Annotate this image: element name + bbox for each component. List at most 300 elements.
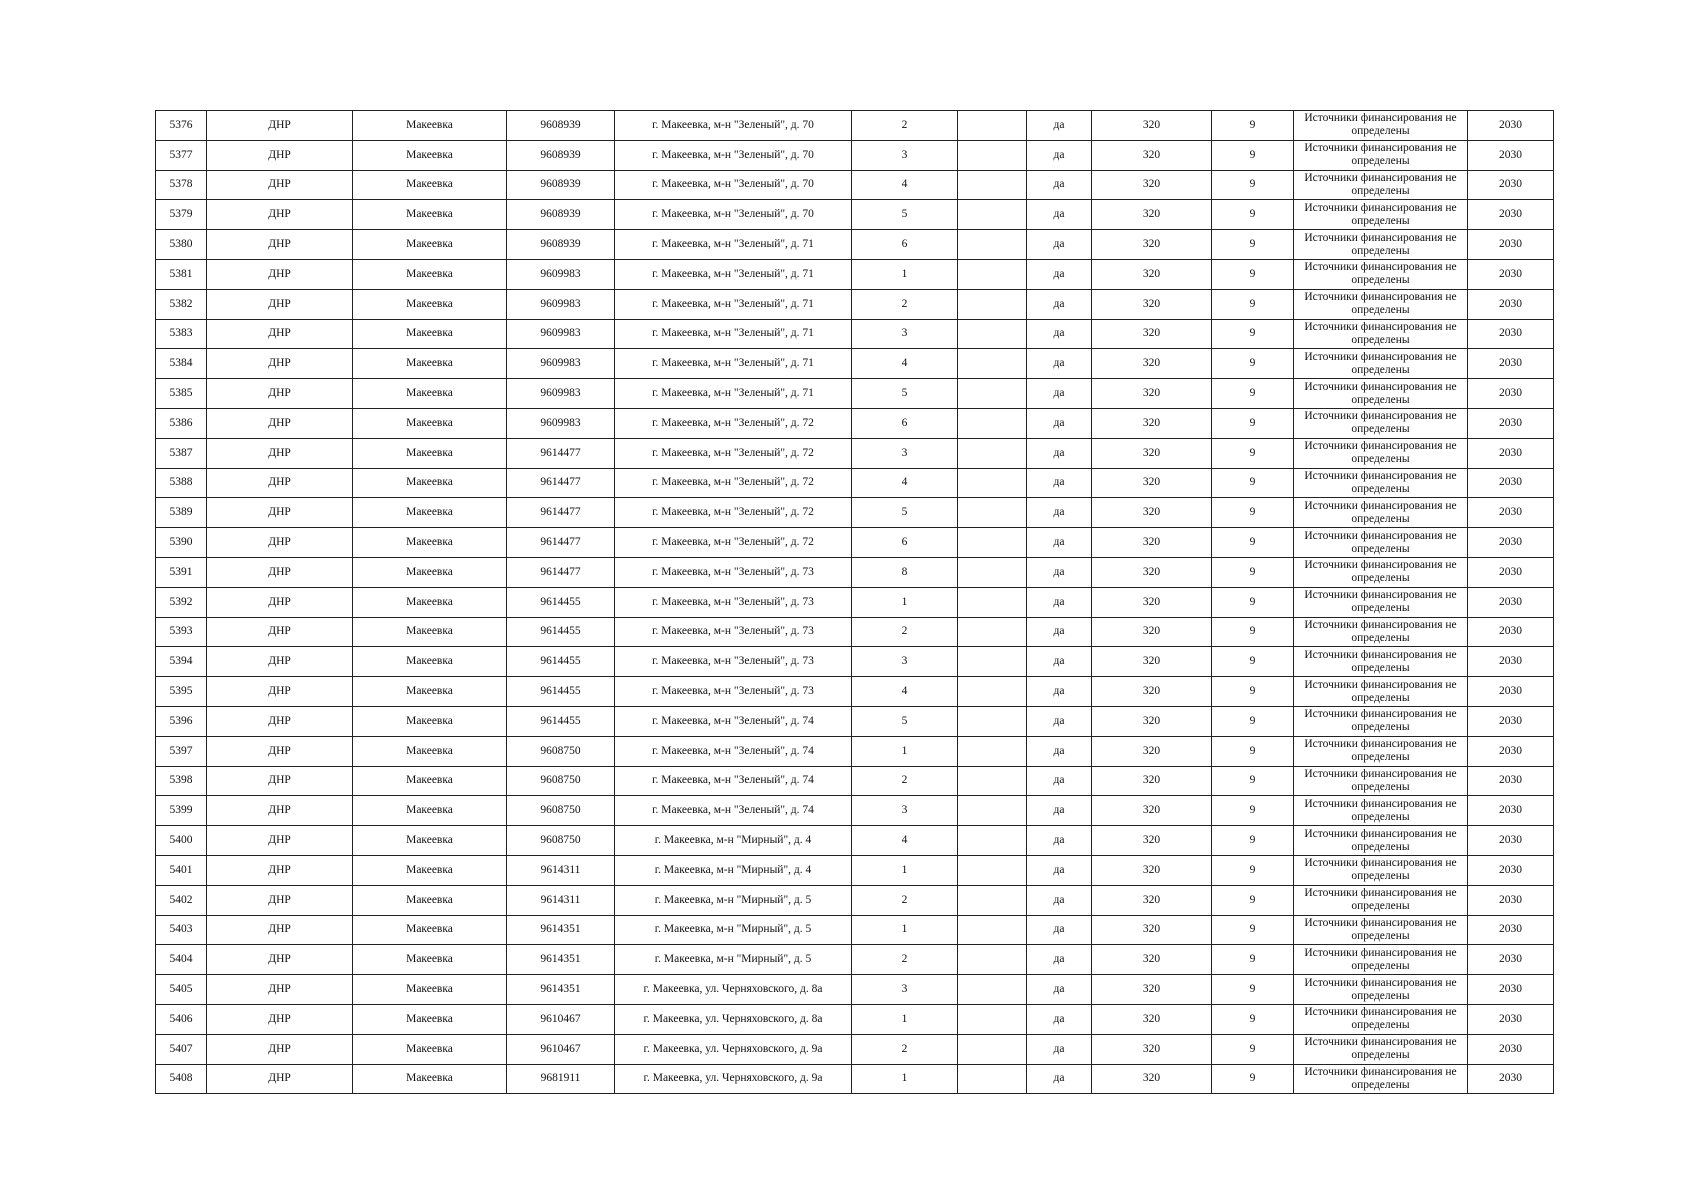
cell-row-number: 5380 [156, 230, 207, 260]
cell-object-code: 9608750 [507, 826, 615, 856]
cell-flag: да [1027, 736, 1092, 766]
cell-object-code: 9614455 [507, 706, 615, 736]
cell-object-code: 9608750 [507, 736, 615, 766]
cell-value-b [958, 975, 1027, 1005]
table-row [156, 111, 1554, 141]
cell-funding-source: Источники финансирования не определены [1294, 617, 1468, 647]
cell-region: ДНР [207, 289, 353, 319]
cell-value-c: 320 [1092, 1064, 1212, 1094]
cell-region: ДНР [207, 349, 353, 379]
cell-row-number: 5405 [156, 975, 207, 1005]
cell-value-a: 2 [852, 945, 958, 975]
cell-object-code: 9614455 [507, 647, 615, 677]
cell-flag: да [1027, 230, 1092, 260]
cell-value-d: 9 [1212, 349, 1294, 379]
cell-year: 2030 [1468, 170, 1554, 200]
table-row [156, 438, 1554, 468]
cell-value-d: 9 [1212, 915, 1294, 945]
cell-address: г. Макеевка, м-н "Зеленый", д. 72 [615, 528, 852, 558]
table-row [156, 498, 1554, 528]
table-row [156, 855, 1554, 885]
cell-value-b [958, 1064, 1027, 1094]
cell-value-c: 320 [1092, 766, 1212, 796]
table-row [156, 230, 1554, 260]
cell-region: ДНР [207, 915, 353, 945]
cell-object-code: 9614311 [507, 885, 615, 915]
cell-address: г. Макеевка, м-н "Зеленый", д. 71 [615, 379, 852, 409]
cell-city: Макеевка [353, 111, 507, 141]
cell-value-c: 320 [1092, 587, 1212, 617]
cell-city: Макеевка [353, 140, 507, 170]
cell-year: 2030 [1468, 945, 1554, 975]
cell-value-b [958, 289, 1027, 319]
cell-year: 2030 [1468, 468, 1554, 498]
cell-year: 2030 [1468, 230, 1554, 260]
cell-value-d: 9 [1212, 617, 1294, 647]
table-row [156, 408, 1554, 438]
cell-value-a: 1 [852, 587, 958, 617]
cell-address: г. Макеевка, м-н "Зеленый", д. 72 [615, 438, 852, 468]
cell-year: 2030 [1468, 647, 1554, 677]
cell-funding-source: Источники финансирования не определены [1294, 289, 1468, 319]
cell-year: 2030 [1468, 1034, 1554, 1064]
cell-funding-source: Источники финансирования не определены [1294, 1064, 1468, 1094]
cell-value-a: 1 [852, 259, 958, 289]
cell-city: Макеевка [353, 468, 507, 498]
cell-row-number: 5394 [156, 647, 207, 677]
table-row [156, 826, 1554, 856]
cell-flag: да [1027, 349, 1092, 379]
cell-flag: да [1027, 111, 1092, 141]
table-row [156, 736, 1554, 766]
cell-funding-source: Источники финансирования не определены [1294, 1034, 1468, 1064]
cell-funding-source: Источники финансирования не определены [1294, 408, 1468, 438]
cell-city: Макеевка [353, 408, 507, 438]
cell-flag: да [1027, 1004, 1092, 1034]
cell-address: г. Макеевка, м-н "Зеленый", д. 74 [615, 796, 852, 826]
cell-value-b [958, 111, 1027, 141]
cell-value-a: 1 [852, 736, 958, 766]
cell-value-d: 9 [1212, 319, 1294, 349]
cell-region: ДНР [207, 706, 353, 736]
cell-funding-source: Источники финансирования не определены [1294, 349, 1468, 379]
cell-value-b [958, 885, 1027, 915]
cell-object-code: 9609983 [507, 319, 615, 349]
cell-funding-source: Источники финансирования не определены [1294, 170, 1468, 200]
cell-row-number: 5382 [156, 289, 207, 319]
cell-value-c: 320 [1092, 736, 1212, 766]
cell-value-c: 320 [1092, 915, 1212, 945]
cell-object-code: 9608750 [507, 766, 615, 796]
cell-funding-source: Источники финансирования не определены [1294, 796, 1468, 826]
cell-value-b [958, 379, 1027, 409]
cell-value-a: 4 [852, 468, 958, 498]
table-row [156, 706, 1554, 736]
cell-region: ДНР [207, 379, 353, 409]
cell-value-d: 9 [1212, 885, 1294, 915]
cell-address: г. Макеевка, м-н "Зеленый", д. 71 [615, 319, 852, 349]
table-row [156, 1064, 1554, 1094]
cell-year: 2030 [1468, 349, 1554, 379]
cell-city: Макеевка [353, 319, 507, 349]
cell-value-d: 9 [1212, 677, 1294, 707]
cell-value-b [958, 408, 1027, 438]
cell-address: г. Макеевка, м-н "Зеленый", д. 70 [615, 140, 852, 170]
cell-object-code: 9614351 [507, 945, 615, 975]
cell-address: г. Макеевка, м-н "Зеленый", д. 71 [615, 259, 852, 289]
cell-flag: да [1027, 945, 1092, 975]
cell-address: г. Макеевка, м-н "Зеленый", д. 72 [615, 498, 852, 528]
cell-year: 2030 [1468, 766, 1554, 796]
cell-value-c: 320 [1092, 826, 1212, 856]
cell-value-d: 9 [1212, 528, 1294, 558]
cell-row-number: 5393 [156, 617, 207, 647]
cell-flag: да [1027, 557, 1092, 587]
cell-flag: да [1027, 498, 1092, 528]
cell-flag: да [1027, 766, 1092, 796]
cell-flag: да [1027, 379, 1092, 409]
cell-value-d: 9 [1212, 647, 1294, 677]
cell-row-number: 5378 [156, 170, 207, 200]
cell-region: ДНР [207, 557, 353, 587]
table-row [156, 557, 1554, 587]
cell-value-b [958, 706, 1027, 736]
cell-address: г. Макеевка, м-н "Зеленый", д. 74 [615, 706, 852, 736]
cell-row-number: 5408 [156, 1064, 207, 1094]
cell-value-d: 9 [1212, 1034, 1294, 1064]
cell-flag: да [1027, 1064, 1092, 1094]
cell-city: Макеевка [353, 230, 507, 260]
cell-value-d: 9 [1212, 111, 1294, 141]
cell-year: 2030 [1468, 826, 1554, 856]
table-row [156, 468, 1554, 498]
cell-value-a: 4 [852, 170, 958, 200]
cell-address: г. Макеевка, м-н "Зеленый", д. 72 [615, 408, 852, 438]
cell-city: Макеевка [353, 706, 507, 736]
cell-funding-source: Источники финансирования не определены [1294, 915, 1468, 945]
cell-year: 2030 [1468, 557, 1554, 587]
cell-year: 2030 [1468, 319, 1554, 349]
cell-value-c: 320 [1092, 1004, 1212, 1034]
cell-value-a: 6 [852, 230, 958, 260]
cell-flag: да [1027, 468, 1092, 498]
table-row [156, 200, 1554, 230]
cell-funding-source: Источники финансирования не определены [1294, 498, 1468, 528]
cell-object-code: 9614477 [507, 468, 615, 498]
cell-region: ДНР [207, 617, 353, 647]
cell-row-number: 5387 [156, 438, 207, 468]
cell-object-code: 9608939 [507, 140, 615, 170]
cell-value-d: 9 [1212, 259, 1294, 289]
cell-flag: да [1027, 528, 1092, 558]
cell-address: г. Макеевка, м-н "Зеленый", д. 70 [615, 170, 852, 200]
cell-year: 2030 [1468, 915, 1554, 945]
cell-value-a: 1 [852, 1004, 958, 1034]
cell-object-code: 9614351 [507, 975, 615, 1005]
cell-row-number: 5402 [156, 885, 207, 915]
cell-value-c: 320 [1092, 230, 1212, 260]
cell-flag: да [1027, 170, 1092, 200]
cell-flag: да [1027, 677, 1092, 707]
cell-object-code: 9609983 [507, 259, 615, 289]
cell-value-b [958, 528, 1027, 558]
cell-value-c: 320 [1092, 379, 1212, 409]
table-row [156, 528, 1554, 558]
cell-object-code: 9614455 [507, 677, 615, 707]
cell-value-c: 320 [1092, 885, 1212, 915]
cell-value-b [958, 1004, 1027, 1034]
cell-year: 2030 [1468, 498, 1554, 528]
cell-object-code: 9609983 [507, 379, 615, 409]
cell-city: Макеевка [353, 1034, 507, 1064]
cell-value-a: 4 [852, 826, 958, 856]
cell-city: Макеевка [353, 796, 507, 826]
cell-region: ДНР [207, 438, 353, 468]
cell-value-c: 320 [1092, 528, 1212, 558]
cell-city: Макеевка [353, 289, 507, 319]
cell-city: Макеевка [353, 766, 507, 796]
cell-row-number: 5395 [156, 677, 207, 707]
cell-region: ДНР [207, 587, 353, 617]
cell-row-number: 5398 [156, 766, 207, 796]
cell-value-a: 3 [852, 319, 958, 349]
cell-row-number: 5391 [156, 557, 207, 587]
cell-object-code: 9608939 [507, 111, 615, 141]
cell-address: г. Макеевка, м-н "Мирный", д. 4 [615, 826, 852, 856]
cell-city: Макеевка [353, 557, 507, 587]
cell-value-c: 320 [1092, 111, 1212, 141]
cell-city: Макеевка [353, 200, 507, 230]
cell-value-b [958, 796, 1027, 826]
cell-row-number: 5401 [156, 855, 207, 885]
cell-address: г. Макеевка, м-н "Зеленый", д. 71 [615, 289, 852, 319]
cell-row-number: 5397 [156, 736, 207, 766]
cell-row-number: 5379 [156, 200, 207, 230]
cell-flag: да [1027, 885, 1092, 915]
cell-value-b [958, 468, 1027, 498]
cell-value-c: 320 [1092, 647, 1212, 677]
cell-funding-source: Источники финансирования не определены [1294, 1004, 1468, 1034]
cell-address: г. Макеевка, м-н "Зеленый", д. 73 [615, 617, 852, 647]
cell-value-d: 9 [1212, 140, 1294, 170]
cell-value-c: 320 [1092, 557, 1212, 587]
cell-year: 2030 [1468, 289, 1554, 319]
cell-city: Макеевка [353, 915, 507, 945]
cell-row-number: 5376 [156, 111, 207, 141]
cell-address: г. Макеевка, ул. Черняховского, д. 9а [615, 1034, 852, 1064]
table-row [156, 289, 1554, 319]
cell-value-a: 3 [852, 438, 958, 468]
cell-value-b [958, 170, 1027, 200]
cell-value-a: 4 [852, 677, 958, 707]
cell-flag: да [1027, 408, 1092, 438]
table-row [156, 379, 1554, 409]
cell-region: ДНР [207, 885, 353, 915]
table-row [156, 349, 1554, 379]
cell-year: 2030 [1468, 885, 1554, 915]
cell-object-code: 9614477 [507, 438, 615, 468]
cell-value-d: 9 [1212, 975, 1294, 1005]
cell-value-d: 9 [1212, 468, 1294, 498]
cell-value-b [958, 617, 1027, 647]
cell-funding-source: Источники финансирования не определены [1294, 826, 1468, 856]
cell-value-d: 9 [1212, 706, 1294, 736]
cell-value-b [958, 587, 1027, 617]
cell-row-number: 5407 [156, 1034, 207, 1064]
cell-value-a: 5 [852, 498, 958, 528]
cell-funding-source: Источники финансирования не определены [1294, 855, 1468, 885]
cell-value-d: 9 [1212, 170, 1294, 200]
cell-year: 2030 [1468, 259, 1554, 289]
cell-region: ДНР [207, 1004, 353, 1034]
cell-value-d: 9 [1212, 736, 1294, 766]
cell-object-code: 9614351 [507, 915, 615, 945]
table-row [156, 796, 1554, 826]
cell-flag: да [1027, 706, 1092, 736]
cell-city: Макеевка [353, 826, 507, 856]
cell-year: 2030 [1468, 528, 1554, 558]
cell-value-c: 320 [1092, 945, 1212, 975]
cell-region: ДНР [207, 528, 353, 558]
cell-year: 2030 [1468, 1064, 1554, 1094]
cell-value-a: 1 [852, 915, 958, 945]
cell-city: Макеевка [353, 498, 507, 528]
cell-object-code: 9609983 [507, 408, 615, 438]
cell-value-c: 320 [1092, 1034, 1212, 1064]
cell-flag: да [1027, 438, 1092, 468]
cell-value-c: 320 [1092, 319, 1212, 349]
cell-value-a: 6 [852, 528, 958, 558]
cell-value-b [958, 349, 1027, 379]
cell-value-d: 9 [1212, 289, 1294, 319]
cell-value-c: 320 [1092, 617, 1212, 647]
cell-row-number: 5392 [156, 587, 207, 617]
cell-object-code: 9608750 [507, 796, 615, 826]
cell-value-b [958, 319, 1027, 349]
cell-object-code: 9614477 [507, 498, 615, 528]
cell-value-a: 2 [852, 289, 958, 319]
cell-value-b [958, 766, 1027, 796]
cell-funding-source: Источники финансирования не определены [1294, 945, 1468, 975]
table-row [156, 259, 1554, 289]
table-row [156, 140, 1554, 170]
cell-value-a: 8 [852, 557, 958, 587]
table-row [156, 170, 1554, 200]
cell-flag: да [1027, 200, 1092, 230]
cell-object-code: 9614477 [507, 528, 615, 558]
cell-funding-source: Источники финансирования не определены [1294, 557, 1468, 587]
cell-value-b [958, 677, 1027, 707]
cell-address: г. Макеевка, м-н "Мирный", д. 5 [615, 915, 852, 945]
table-row [156, 587, 1554, 617]
cell-city: Макеевка [353, 528, 507, 558]
cell-value-b [958, 855, 1027, 885]
cell-value-d: 9 [1212, 766, 1294, 796]
cell-region: ДНР [207, 408, 353, 438]
cell-funding-source: Источники финансирования не определены [1294, 379, 1468, 409]
cell-address: г. Макеевка, м-н "Зеленый", д. 70 [615, 200, 852, 230]
cell-address: г. Макеевка, ул. Черняховского, д. 8а [615, 975, 852, 1005]
data-table [155, 110, 1554, 1094]
cell-funding-source: Источники финансирования не определены [1294, 200, 1468, 230]
cell-city: Макеевка [353, 1004, 507, 1034]
cell-object-code: 9614477 [507, 557, 615, 587]
cell-region: ДНР [207, 855, 353, 885]
cell-region: ДНР [207, 736, 353, 766]
cell-value-b [958, 200, 1027, 230]
cell-value-b [958, 259, 1027, 289]
cell-address: г. Макеевка, м-н "Мирный", д. 5 [615, 945, 852, 975]
cell-value-a: 1 [852, 1064, 958, 1094]
cell-region: ДНР [207, 945, 353, 975]
cell-year: 2030 [1468, 408, 1554, 438]
cell-value-d: 9 [1212, 1004, 1294, 1034]
cell-address: г. Макеевка, м-н "Зеленый", д. 71 [615, 230, 852, 260]
cell-value-c: 320 [1092, 140, 1212, 170]
cell-value-d: 9 [1212, 498, 1294, 528]
cell-value-b [958, 557, 1027, 587]
cell-address: г. Макеевка, м-н "Зеленый", д. 70 [615, 111, 852, 141]
cell-city: Макеевка [353, 379, 507, 409]
cell-funding-source: Источники финансирования не определены [1294, 885, 1468, 915]
cell-value-c: 320 [1092, 796, 1212, 826]
table-row [156, 677, 1554, 707]
cell-region: ДНР [207, 498, 353, 528]
cell-row-number: 5388 [156, 468, 207, 498]
cell-region: ДНР [207, 319, 353, 349]
cell-address: г. Макеевка, м-н "Зеленый", д. 73 [615, 677, 852, 707]
cell-year: 2030 [1468, 736, 1554, 766]
cell-year: 2030 [1468, 975, 1554, 1005]
cell-address: г. Макеевка, м-н "Зеленый", д. 72 [615, 468, 852, 498]
cell-value-c: 320 [1092, 289, 1212, 319]
cell-year: 2030 [1468, 617, 1554, 647]
cell-city: Макеевка [353, 855, 507, 885]
cell-funding-source: Источники финансирования не определены [1294, 736, 1468, 766]
cell-flag: да [1027, 1034, 1092, 1064]
cell-funding-source: Источники финансирования не определены [1294, 319, 1468, 349]
cell-object-code: 9609983 [507, 289, 615, 319]
cell-year: 2030 [1468, 677, 1554, 707]
cell-object-code: 9614455 [507, 617, 615, 647]
cell-value-d: 9 [1212, 557, 1294, 587]
cell-value-a: 5 [852, 200, 958, 230]
cell-address: г. Макеевка, м-н "Зеленый", д. 74 [615, 766, 852, 796]
cell-value-a: 3 [852, 140, 958, 170]
cell-city: Макеевка [353, 736, 507, 766]
cell-flag: да [1027, 140, 1092, 170]
cell-flag: да [1027, 915, 1092, 945]
cell-row-number: 5390 [156, 528, 207, 558]
cell-object-code: 9608939 [507, 200, 615, 230]
cell-region: ДНР [207, 796, 353, 826]
cell-year: 2030 [1468, 140, 1554, 170]
cell-address: г. Макеевка, ул. Черняховского, д. 9а [615, 1064, 852, 1094]
cell-region: ДНР [207, 170, 353, 200]
cell-value-b [958, 1034, 1027, 1064]
cell-value-a: 1 [852, 855, 958, 885]
cell-flag: да [1027, 796, 1092, 826]
cell-object-code: 9614311 [507, 855, 615, 885]
cell-object-code: 9608939 [507, 230, 615, 260]
table-row [156, 319, 1554, 349]
cell-value-a: 3 [852, 975, 958, 1005]
cell-value-b [958, 647, 1027, 677]
cell-region: ДНР [207, 200, 353, 230]
table-row [156, 915, 1554, 945]
cell-year: 2030 [1468, 706, 1554, 736]
cell-row-number: 5381 [156, 259, 207, 289]
